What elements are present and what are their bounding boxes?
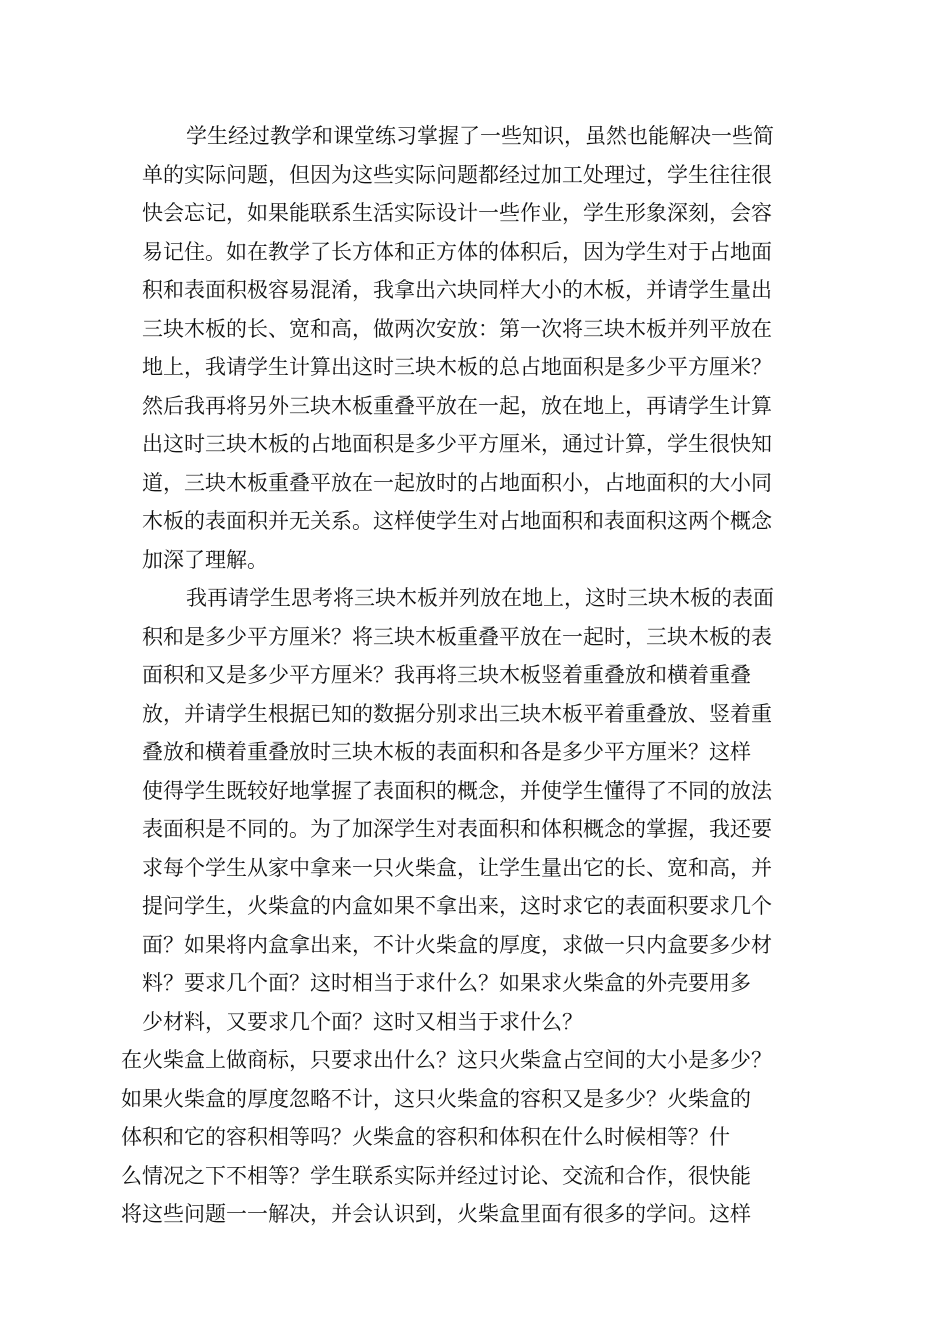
text-line: 如果火柴盒的厚度忽略不计，这只火柴盒的容积又是多少？火柴盒的 — [121, 1086, 751, 1111]
text-line: 我再请学生思考将三块木板并列放在地上，这时三块木板的表面 — [186, 586, 774, 610]
text-line: 单的实际问题，但因为这些实际问题都经过加工处理过，学生往往很 — [142, 162, 772, 187]
text-line: 三块木板的长、宽和高，做两次安放：第一次将三块木板并列平放在 — [142, 316, 772, 341]
text-line: 叠放和横着重叠放时三块木板的表面积和各是多少平方厘米？这样 — [142, 740, 751, 764]
paragraph-2 — [142, 579, 822, 1041]
text-line: 求每个学生从家中拿来一只火柴盒，让学生量出它的长、宽和高，并 — [142, 855, 772, 880]
text-line: 么情况之下不相等？学生联系实际并经过讨论、交流和合作，很快能 — [121, 1163, 751, 1188]
text-line: 学生经过教学和课堂练习掌握了一些知识，虽然也能解决一些简 — [186, 124, 774, 148]
text-line: 将这些问题一一解决，并会认识到，火柴盒里面有很多的学问。这样 — [121, 1202, 751, 1226]
paragraph-1 — [142, 117, 822, 579]
text-line: 出这时三块木板的占地面积是多少平方厘米，通过计算，学生很快知 — [142, 432, 772, 456]
text-line: 放，并请学生根据已知的数据分别求出三块木板平着重叠放、竖着重 — [142, 701, 772, 726]
text-line: 然后我再将另外三块木板重叠平放在一起，放在地上，再请学生计算 — [142, 393, 772, 418]
text-line: 表面积是不同的。为了加深学生对表面积和体积概念的掌握，我还要 — [142, 817, 772, 841]
text-line: 面？如果将内盒拿出来，不计火柴盒的厚度，求做一只内盒要多少材 — [142, 932, 772, 957]
text-line: 在火柴盒上做商标，只要求出什么？这只火柴盒占空间的大小是多少？ — [121, 1048, 772, 1072]
text-line: 木板的表面积并无关系。这样使学生对占地面积和表面积这两个概念 — [142, 509, 772, 533]
text-line: 提问学生，火柴盒的内盒如果不拿出来，这时求它的表面积要求几个 — [142, 894, 772, 918]
text-line: 料？要求几个面？这时相当于求什么？如果求火柴盒的外壳要用多 — [142, 971, 751, 995]
text-line: 易记住。如在教学了长方体和正方体的体积后，因为学生对于占地面 — [142, 239, 772, 264]
text-line: 加深了理解。 — [142, 547, 268, 572]
text-line: 积和是多少平方厘米？将三块木板重叠平放在一起时，三块木板的表 — [142, 624, 772, 649]
body-text — [121, 117, 822, 1234]
text-line: 积和表面积极容易混淆，我拿出六块同样大小的木板，并请学生量出 — [142, 278, 772, 302]
text-line: 体积和它的容积相等吗？火柴盒的容积和体积在什么时候相等？什 — [121, 1125, 730, 1149]
text-line: 地上，我请学生计算出这时三块木板的总占地面积是多少平方厘米？ — [142, 355, 772, 379]
text-line: 少材料，又要求几个面？这时又相当于求什么？ — [142, 1009, 583, 1034]
paragraph-3 — [121, 1041, 822, 1234]
text-line: 快会忘记，如果能联系生活实际设计一些作业，学生形象深刻，会容 — [142, 201, 772, 225]
text-line: 面积和又是多少平方厘米？我再将三块木板竖着重叠放和横着重叠 — [142, 663, 751, 687]
text-line: 使得学生既较好地掌握了表面积的概念，并使学生懂得了不同的放法 — [142, 778, 772, 803]
text-line: 道，三块木板重叠平放在一起放时的占地面积小，占地面积的大小同 — [142, 470, 772, 495]
